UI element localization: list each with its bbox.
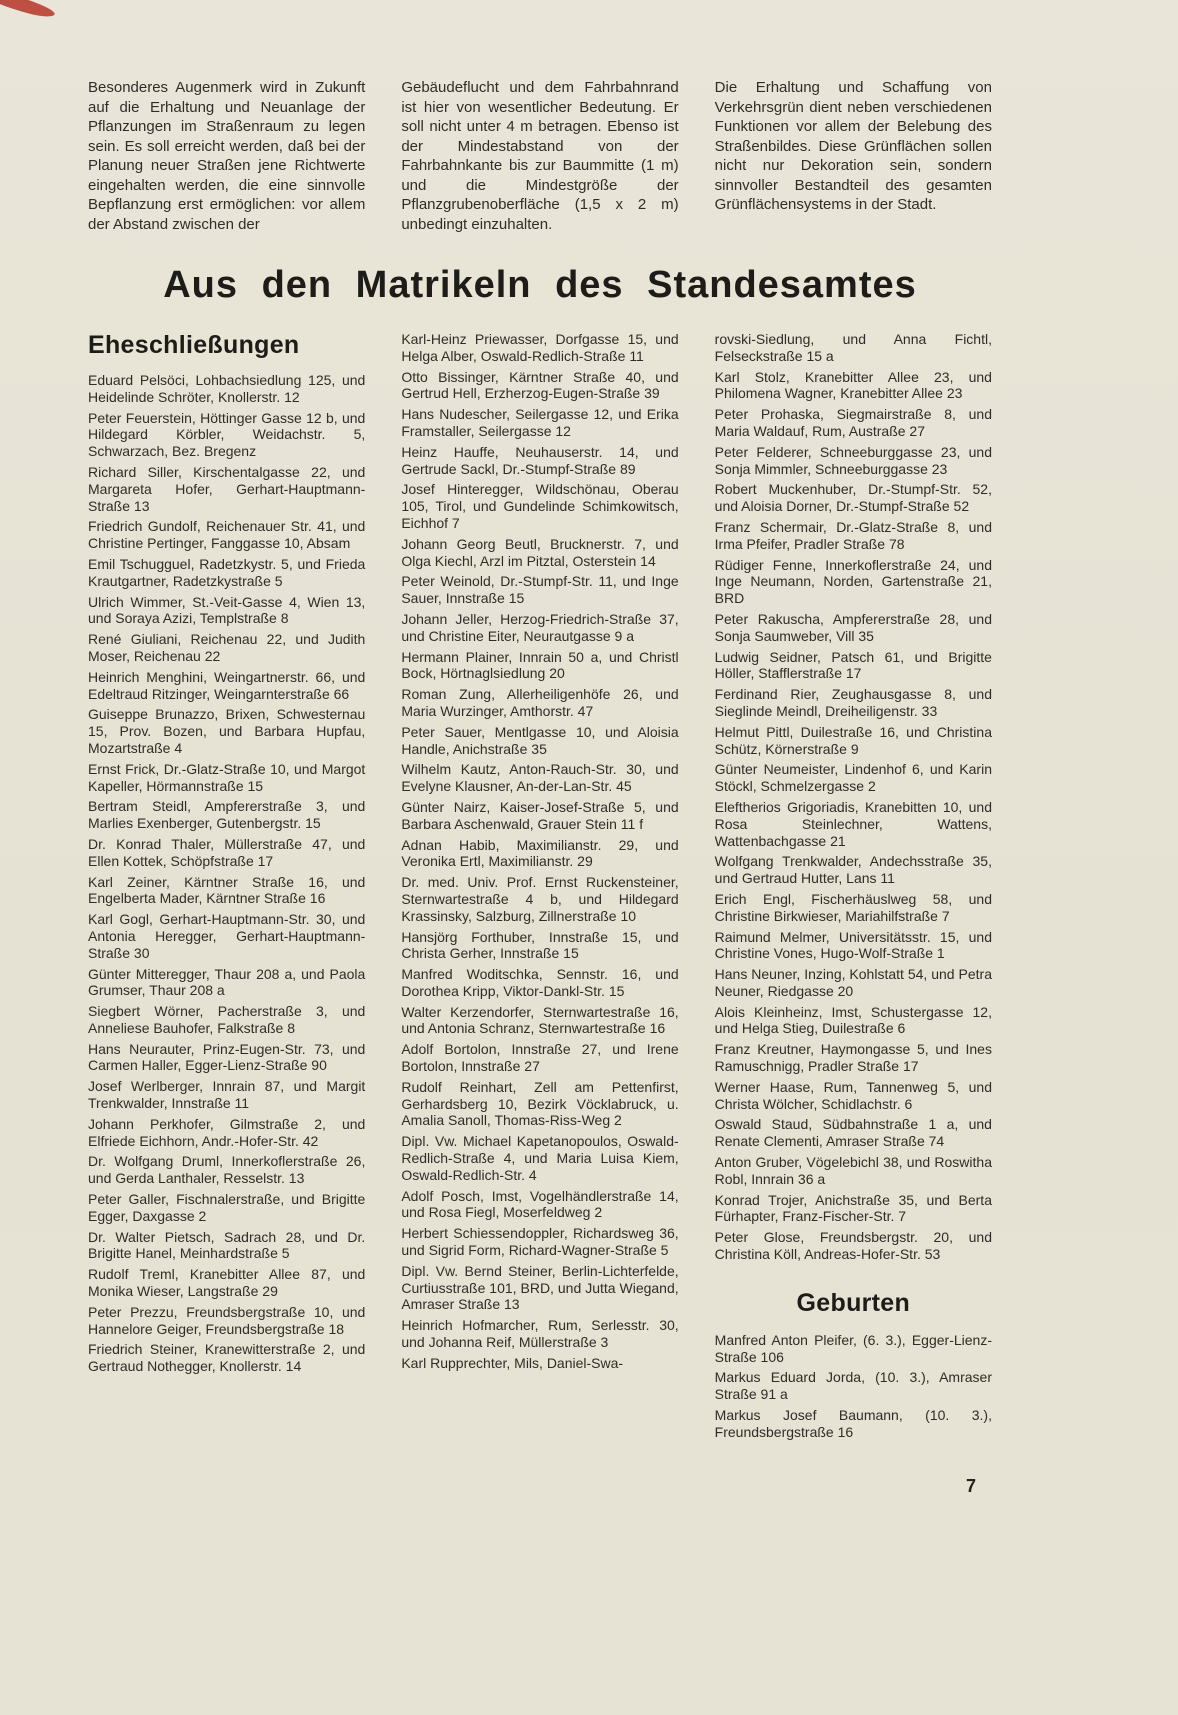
marriage-entry: Hermann Plainer, Innrain 50 a, und Christl Bock, Hörtnaglsiedlung 20	[401, 648, 679, 682]
marriages-column-1	[88, 331, 365, 1445]
marriage-entry: Heinrich Menghini, Weingartnerstr. 66, und Edeltraud Ritzinger, Weingarnterstraße 66	[88, 668, 366, 702]
marriage-entry: Erich Engl, Fischerhäuslweg 58, und Christine Birkwieser, Mariahilfstraße 7	[714, 890, 992, 924]
marriage-entry: Rüdiger Fenne, Innerkoflerstraße 24, und Inge Neumann, Norden, Gartenstraße 21, BRD	[714, 556, 992, 607]
marriage-entry: Peter Feuerstein, Höttinger Gasse 12 b, und Hildegard Körbler, Weidachstr. 5, Schwarzach, Bez. Bregenz	[88, 409, 366, 460]
marriage-entry: Bertram Steidl, Ampfererstraße 3, und Marlies Exenberger, Gutenbergstr. 15	[88, 798, 366, 832]
marriage-entry: Adnan Habib, Maximilianstr. 29, und Veronika Ertl, Maximilianstr. 29	[401, 836, 679, 870]
marriage-entry: Günter Nairz, Kaiser-Josef-Straße 5, und Barbara Aschenwald, Grauer Stein 11 f	[401, 798, 679, 832]
main-heading: Aus den Matrikeln des Standesamtes	[163, 264, 917, 306]
marriage-entry: Rudolf Treml, Kranebitter Allee 87, und Monika Wieser, Langstraße 29	[88, 1266, 366, 1300]
marriage-entry: Friedrich Gundolf, Reichenauer Str. 41, und Christine Pertinger, Fanggasse 10, Absam	[88, 518, 366, 552]
marriage-entry: Peter Rakuscha, Ampfererstraße 28, und Sonja Saumweber, Vill 35	[714, 610, 992, 644]
intro-paragraph: Gebäudeflucht und dem Fahrbahnrand ist hier von wesentlicher Bedeutung. Er soll nicht unter 4 m betragen. Ebenso ist der Mindestabstand von der Fahrbahnkante bis zur Baummitte (1 m) und die Mindestgröße der Pflanzgrubenoberfläche (1,5 x 2 m) unbedingt einzuhalten.	[401, 79, 679, 233]
marriage-entry: Guiseppe Brunazzo, Brixen, Schwesternau 15, Prov. Bozen, und Barbara Hupfau, Mozartstraße 4	[88, 706, 366, 756]
registry-columns	[88, 331, 992, 1445]
marriage-entry: Peter Prohaska, Siegmairstraße 8, und Maria Waldauf, Rum, Austraße 27	[714, 406, 992, 439]
marriage-entry: Johann Georg Beutl, Brucknerstr. 7, und Olga Kiechl, Arzl im Pitztal, Osterstein 14	[401, 535, 679, 569]
marriage-entry: Werner Haase, Rum, Tannenweg 5, und Christa Wölcher, Schidlachstr. 6	[714, 1078, 992, 1112]
marriage-entry: Karl Zeiner, Kärntner Straße 16, und Engelberta Mader, Kärntner Straße 16	[88, 873, 366, 907]
page-number: 7	[966, 1476, 977, 1496]
marriage-entry: Franz Schermair, Dr.-Glatz-Straße 8, und Irma Pfeifer, Pradler Straße 78	[714, 518, 992, 552]
marriage-entry: Heinrich Hofmarcher, Rum, Serlesstr. 30, und Johanna Reif, Müllerstraße 3	[401, 1317, 679, 1351]
intro-section	[88, 78, 992, 234]
marriage-entry: Ernst Frick, Dr.-Glatz-Straße 10, und Margot Kapeller, Hörmannstraße 15	[88, 760, 366, 794]
marriage-entry: Manfred Woditschka, Sennstr. 16, und Dorothea Kripp, Viktor-Dankl-Str. 15	[401, 966, 679, 999]
marriage-entry: Günter Neumeister, Lindenhof 6, und Karin Stöckl, Schmelzergasse 2	[714, 761, 992, 795]
marriage-entry: Adolf Bortolon, Innstraße 27, und Irene Bortolon, Innstraße 27	[401, 1041, 679, 1075]
marriage-entry: Eduard Pelsöci, Lohbachsiedlung 125, und Heidelinde Schröter, Knollerstr. 12	[88, 372, 366, 405]
marriage-entry: Richard Siller, Kirschentalgasse 22, und Margareta Hofer, Gerhart-Hauptmann-Straße 13	[88, 463, 366, 514]
marriage-entry: Friedrich Steiner, Kranewitterstraße 2, und Gertraud Nothegger, Knollerstr. 14	[88, 1341, 366, 1375]
marriage-entry: Peter Glose, Freundsbergstr. 20, und Christina Köll, Andreas-Hofer-Str. 53	[714, 1229, 992, 1263]
marriage-entry: Dipl. Vw. Michael Kapetanopoulos, Oswald-Redlich-Straße 4, und Maria Luisa Kiem, Oswald-Redlich-Str. 4	[401, 1133, 679, 1183]
marriage-entry: Hans Neuner, Inzing, Kohlstatt 54, und Petra Neuner, Riedgasse 20	[714, 966, 992, 999]
marriage-entry: Franz Kreutner, Haymongasse 5, und Ines Ramuschnigg, Pradler Straße 17	[714, 1041, 992, 1075]
marriages-column-3	[715, 331, 992, 1445]
marriage-entry: Siegbert Wörner, Pacherstraße 3, und Anneliese Bauhofer, Falkstraße 8	[88, 1003, 366, 1036]
marriage-entry: Walter Kerzendorfer, Sternwartestraße 16, und Antonia Schranz, Sternwartestraße 16	[401, 1003, 679, 1037]
marriage-entry: Alois Kleinheinz, Imst, Schustergasse 12, und Helga Stieg, Duilestraße 6	[714, 1003, 992, 1037]
marriage-entry: Ludwig Seidner, Patsch 61, und Brigitte Höller, Stafflerstraße 17	[714, 648, 992, 682]
marriage-entry: Konrad Trojer, Anichstraße 35, und Berta Fürhapter, Franz-Fischer-Str. 7	[714, 1191, 992, 1225]
marriage-entry: Dr. Wolfgang Druml, Innerkoflerstraße 26, und Gerda Lanthaler, Resselstr. 13	[88, 1153, 366, 1187]
marriage-entry: Helmut Pittl, Duilestraße 16, und Christina Schütz, Körnerstraße 9	[714, 723, 992, 757]
marriages-list-1	[88, 372, 365, 1375]
marriage-entry: rovski-Siedlung, und Anna Fichtl, Felseckstraße 15 a	[714, 331, 992, 364]
intro-paragraph: Besonderes Augenmerk wird in Zukunft auf die Erhaltung und Neuanlage der Pflanzungen im Straßenraum zu legen sein. Es soll erreicht werden, daß bei der Planung neuer Straßen jene Richtwerte eingehalten werden, die eine sinnvolle Bepflanzung erst ermöglichen: vor allem der Abstand zwischen der	[88, 79, 366, 233]
page-content	[88, 78, 992, 1445]
marriage-entry: Karl-Heinz Priewasser, Dorfgasse 15, und Helga Alber, Oswald-Redlich-Straße 11	[401, 331, 679, 364]
birth-entry: Markus Eduard Jorda, (10. 3.), Amraser Straße 91 a	[714, 1369, 992, 1403]
marriage-entry: Johann Jeller, Herzog-Friedrich-Straße 37, und Christine Eiter, Neurautgasse 9 a	[401, 610, 679, 644]
marriages-column-2	[401, 331, 678, 1445]
marriage-entry: Herbert Schiessendoppler, Richardsweg 36, und Sigrid Form, Richard-Wagner-Straße 5	[401, 1225, 679, 1259]
marriage-entry: Oswald Staud, Südbahnstraße 1 a, und Renate Clementi, Amraser Straße 74	[714, 1116, 992, 1150]
marriage-entry: Ulrich Wimmer, St.-Veit-Gasse 4, Wien 13, und Soraya Azizi, Templstraße 8	[88, 593, 366, 627]
marriage-entry: Peter Prezzu, Freundsbergstraße 10, und Hannelore Geiger, Freundsbergstraße 18	[88, 1303, 366, 1337]
marriage-entry: Roman Zung, Allerheiligenhöfe 26, und Maria Wurzinger, Amthorstr. 47	[401, 686, 679, 719]
marriage-entry: Hans Neurauter, Prinz-Eugen-Str. 73, und Carmen Haller, Egger-Lienz-Straße 90	[88, 1040, 366, 1074]
birth-entry: Manfred Anton Pleifer, (6. 3.), Egger-Lienz-Straße 106	[714, 1331, 992, 1365]
marriage-entry: Ferdinand Rier, Zeughausgasse 8, und Sieglinde Meindl, Dreiheiligenstr. 33	[714, 686, 992, 719]
marriage-entry: Peter Sauer, Mentlgasse 10, und Aloisia Handle, Anichstraße 35	[401, 723, 679, 757]
marriage-entry: Anton Gruber, Vögelebichl 38, und Roswitha Robl, Innrain 36 a	[714, 1154, 992, 1187]
marriage-entry: Emil Tschugguel, Radetzkystr. 5, und Frieda Krautgartner, Radetzkystraße 5	[88, 555, 366, 589]
marriage-entry: Hans Nudescher, Seilergasse 12, und Erika Framstaller, Seilergasse 12	[401, 406, 679, 439]
marriage-entry: Peter Weinold, Dr.-Stumpf-Str. 11, und Inge Sauer, Innstraße 15	[401, 573, 679, 607]
marriage-entry: Dr. Walter Pietsch, Sadrach 28, und Dr. Brigitte Hanel, Meinhardstraße 5	[88, 1228, 366, 1262]
marriage-entry: Adolf Posch, Imst, Vogelhändlerstraße 14, und Rosa Fiegl, Moserfeldweg 2	[401, 1187, 679, 1221]
marriage-entry: Günter Mitteregger, Thaur 208 a, und Paola Grumser, Thaur 208 a	[88, 965, 366, 999]
marriage-entry: Karl Rupprechter, Mils, Daniel-Swa-	[401, 1354, 624, 1371]
marriage-entry: Dipl. Vw. Bernd Steiner, Berlin-Lichterfelde, Curtiusstraße 101, BRD, und Jutta Wiegand, Amraser Straße 13	[401, 1262, 679, 1313]
marriage-entry: René Giuliani, Reichenau 22, und Judith Moser, Reichenau 22	[88, 631, 366, 664]
marriage-entry: Karl Gogl, Gerhart-Hauptmann-Str. 30, und Antonia Heregger, Gerhart-Hauptmann-Straße 30	[88, 911, 366, 961]
intro-paragraph: Die Erhaltung und Schaffung von Verkehrsgrün dient neben verschiedenen Funktionen vor allem der Belebung des Straßenbildes. Diese Grünflächen sollen nicht nur Dekoration sein, sondern sinnvoller Bestandteil des gesamten Grünflächensystems in der Stadt.	[714, 79, 992, 213]
marriage-entry: Josef Hinteregger, Wildschönau, Oberau 105, Tirol, und Gundelinde Schimkowitsch, Eichhof 7	[401, 481, 679, 531]
marriage-entry: Peter Felderer, Schneeburggasse 23, und Sonja Mimmler, Schneeburggasse 23	[714, 443, 992, 477]
marriage-entry: Wolfgang Trenkwalder, Andechsstraße 35, und Gertraud Hutter, Lans 11	[714, 853, 992, 887]
marriage-entry: Dr. med. Univ. Prof. Ernst Ruckensteiner, Sternwartestraße 4 b, und Hildegard Krassinsky, Salzburg, Zillnerstraße 10	[401, 874, 679, 924]
red-pen-mark	[0, 0, 56, 21]
marriages-list-3	[715, 331, 992, 1263]
marriage-entry: Peter Galler, Fischnalerstraße, und Brigitte Egger, Daxgasse 2	[88, 1191, 366, 1224]
marriage-entry: Johann Perkhofer, Gilmstraße 2, und Elfriede Eichhorn, Andr.-Hofer-Str. 42	[88, 1115, 366, 1149]
marriage-entry: Otto Bissinger, Kärntner Straße 40, und Gertrud Hell, Erzherzog-Eugen-Straße 39	[401, 368, 679, 402]
births-heading: Geburten	[796, 1288, 911, 1317]
marriages-list-2	[401, 331, 678, 1372]
marriage-entry: Dr. Konrad Thaler, Müllerstraße 47, und Ellen Kottek, Schöpfstraße 17	[88, 835, 366, 869]
births-list	[715, 1332, 992, 1441]
marriage-entry: Josef Werlberger, Innrain 87, und Margit Trenkwalder, Innstraße 11	[88, 1078, 366, 1112]
marriage-entry: Eleftherios Grigoriadis, Kranebitten 10, und Rosa Steinlechner, Wattens, Wattenbachgasse 21	[714, 798, 992, 849]
marriage-entry: Karl Stolz, Kranebitter Allee 23, und Philomena Wagner, Kranebitter Allee 23	[714, 368, 992, 402]
marriages-heading: Eheschließungen	[88, 331, 300, 359]
marriage-entry: Wilhelm Kautz, Anton-Rauch-Str. 30, und Evelyne Klausner, An-der-Lan-Str. 45	[401, 761, 679, 795]
marriage-entry: Rudolf Reinhart, Zell am Pettenfirst, Gerhardsberg 10, Bezirk Vöcklabruck, u. Amalia Sanoll, Thomas-Riss-Weg 2	[401, 1078, 679, 1129]
marriage-entry: Hansjörg Forthuber, Innstraße 15, und Christa Gerher, Innstraße 15	[401, 928, 679, 962]
marriage-entry: Robert Muckenhuber, Dr.-Stumpf-Str. 52, und Aloisia Dorner, Dr.-Stumpf-Straße 52	[714, 481, 992, 515]
marriage-entry: Heinz Hauffe, Neuhauserstr. 14, und Gertrude Sackl, Dr.-Stumpf-Straße 89	[401, 443, 679, 477]
birth-entry: Markus Josef Baumann, (10. 3.), Freundsbergstraße 16	[714, 1407, 992, 1440]
marriage-entry: Raimund Melmer, Universitätsstr. 15, und Christine Vones, Hugo-Wolf-Straße 1	[714, 928, 992, 962]
